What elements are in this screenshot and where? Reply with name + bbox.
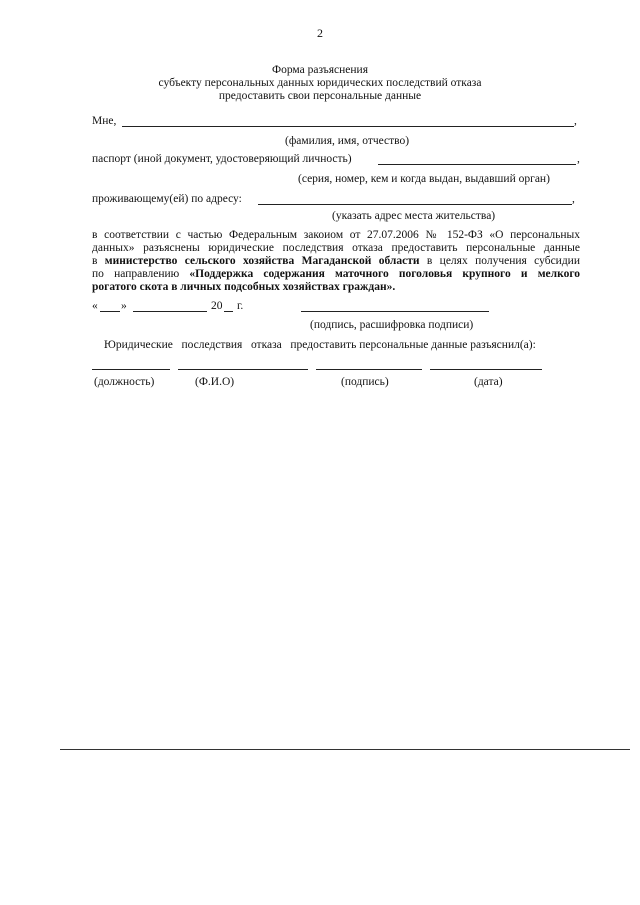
body-line-3 — [92, 255, 580, 268]
position-hint: (должность) — [94, 376, 155, 388]
body-line-2: данных» разъяснены юридические последствия отказа предоставить персональные данные — [92, 242, 580, 254]
date-open-quote: « — [92, 300, 98, 312]
month-input-line[interactable] — [133, 311, 207, 312]
ministry-name: министерство сельского хозяйства Магаданской области — [104, 255, 420, 267]
passport-label: паспорт (иной документ, удостоверяющий личность) — [92, 153, 352, 165]
address-input-line[interactable] — [258, 204, 572, 205]
year-input-line[interactable] — [224, 311, 233, 312]
passport-end-comma: , — [577, 153, 580, 165]
year-suffix: г. — [237, 300, 244, 312]
fio-input-line[interactable] — [122, 126, 574, 127]
signature-input-line[interactable] — [301, 311, 489, 312]
sign-hint: (подпись) — [341, 376, 389, 388]
fullname-input-line[interactable] — [178, 369, 308, 370]
date-hint: (дата) — [474, 376, 503, 388]
form-title-line-3: предоставить свои персональные данные — [218, 90, 422, 102]
body-line-4 — [92, 268, 580, 281]
position-input-line[interactable] — [92, 369, 170, 370]
fullname-hint: (Ф.И.О) — [195, 376, 235, 388]
body-line-3-c: в целях получения субсидии — [419, 255, 580, 267]
fio-hint: (фамилия, имя, отчество) — [285, 135, 410, 147]
passport-input-line[interactable] — [378, 164, 576, 165]
year-prefix: 20 — [211, 300, 223, 312]
page-number: 2 — [317, 26, 323, 40]
explained-by-text: Юридические последствия отказа предоставить персональные данные разъяснил(а): — [104, 339, 536, 351]
me-end-comma: , — [574, 115, 577, 127]
footer-divider — [60, 749, 630, 750]
date-close-quote: » — [121, 300, 127, 312]
address-end-comma: , — [572, 193, 575, 205]
passport-hint: (серия, номер, кем и когда выдан, выдавший орган) — [298, 173, 550, 185]
body-line-3-a: в — [92, 255, 105, 267]
me-label: Мне, — [92, 115, 117, 127]
program-name-part-1: «Поддержка содержания маточного поголовья крупного и мелкого — [189, 268, 581, 280]
program-name-part-2: рогатого скота в личных подсобных хозяйствах граждан». — [92, 281, 396, 293]
form-title-line-1: Форма разъяснения — [272, 64, 368, 76]
day-input-line[interactable] — [100, 311, 120, 312]
body-line-4-a: по направлению — [92, 268, 190, 280]
body-line-5 — [92, 281, 580, 294]
date-input-line[interactable] — [430, 369, 542, 370]
signature-hint: (подпись, расшифровка подписи) — [310, 319, 474, 331]
address-label: проживающему(ей) по адресу: — [92, 193, 242, 205]
body-line-1: в соответствии с частью Федеральным закоиом от 27.07.2006 № 152-ФЗ «О персональных — [92, 229, 580, 241]
form-title-line-2: субъекту персональных данных юридических последствий отказа — [158, 77, 482, 89]
sign-input-line[interactable] — [316, 369, 422, 370]
address-hint: (указать адрес места жительства) — [332, 210, 496, 222]
